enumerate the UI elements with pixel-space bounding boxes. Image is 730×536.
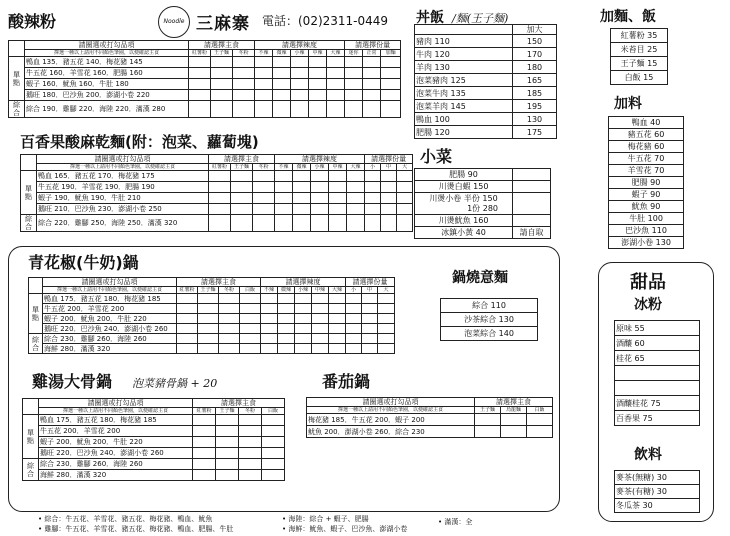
portion-option[interactable]: 小 (346, 287, 362, 294)
donburi-table (414, 24, 557, 139)
portion-option[interactable]: 大 (397, 164, 413, 171)
phone-number: 電話：(02)2311-0449 (262, 14, 389, 28)
spice-option[interactable]: 中辣 (312, 287, 329, 294)
spice-option[interactable]: 小辣 (295, 287, 312, 294)
handwritten-note: /麵(王子麵) (452, 12, 509, 25)
menu-row[interactable]: 肥腸 90 (415, 169, 513, 181)
qingjiao-table (28, 277, 395, 354)
menu-row[interactable]: 鴨血 175．豬五花 180．梅花豬 185 (43, 294, 177, 304)
menu-row[interactable]: 沙茶綜合 130 (441, 313, 538, 327)
spice-option[interactable]: 中辣 (309, 50, 327, 57)
menu-row[interactable]: 原味 55 (615, 321, 700, 336)
menu-row[interactable] (615, 381, 700, 396)
self-serve-note: 請自取 (513, 227, 551, 239)
menu-row[interactable]: 川燙小卷 半份 150 (415, 193, 513, 204)
spice-option[interactable]: 微辣 (293, 164, 311, 171)
shop-name: 三麻寨 (196, 14, 250, 34)
column-large: 加大 (513, 25, 557, 35)
section-title-yisoup: 鍋燒意麵 (452, 270, 508, 286)
spice-option[interactable]: 大辣 (329, 287, 346, 294)
chicken-table (22, 398, 285, 481)
menu-row[interactable]: 牛五花 200．羊雪花 200 (43, 304, 177, 314)
staple-option[interactable]: 王子麵 (216, 408, 239, 415)
portion-option[interactable]: 正常 (363, 50, 381, 57)
spice-header: 請選擇辣度 (261, 278, 346, 287)
menu-row[interactable]: 蝦子 190．魷魚 190．牛肚 210 (37, 193, 209, 204)
staple-header: 請選擇主食 (475, 398, 553, 407)
menu-row[interactable]: 鵝旺 220．巴沙魚 240．澎湖小卷 260 (43, 324, 177, 334)
footer-note: • 海鮮：魷魚、蝦子、巴沙魚、澎湖小卷 (282, 525, 408, 533)
portion-header: 請選擇份量 (346, 278, 395, 287)
option-note: 擇選一種以上請用不同顏色筆圈，以便確認主食 (37, 164, 209, 171)
price-large[interactable]: 195 (513, 100, 557, 113)
menu-row[interactable]: 鴨血 100 (415, 113, 513, 126)
menu-row[interactable]: 牛五花 190．羊雪花 190．肥腸 190 (37, 182, 209, 193)
menu-row[interactable]: 白飯 15 (611, 71, 668, 85)
row-label-combo: 綜合 (23, 459, 39, 481)
staple-option[interactable]: 白飯 (240, 287, 261, 294)
row-label-single: 單點 (9, 57, 25, 101)
footer-yajiao: 雞腳：牛五花、羊雪花、豬五花、梅花豬、鴨血、肥腸、牛肚 (44, 525, 234, 533)
menu-row[interactable]: 鵝旺 220．巴沙魚 240．澎湖小卷 260 (39, 448, 193, 459)
section-title-addons: 加麵、飯 (600, 9, 656, 25)
menu-row[interactable]: 綜合 230．雞腳 260．海陸 260 (43, 334, 177, 344)
spice-option[interactable]: 微辣 (278, 287, 295, 294)
drinks-table (614, 470, 700, 513)
section-title-dessert: 甜品 (630, 272, 666, 293)
menu-row[interactable]: 紅薯粉 35 (611, 29, 668, 43)
staple-option[interactable]: 烏龍麵 (501, 407, 527, 414)
footer-note: • 雞腳：牛五花、羊雪花、豬五花、梅花豬、鴨血、肥腸、牛肚 (38, 525, 234, 533)
menu-row[interactable]: 1份 280 (415, 204, 513, 215)
menu-row[interactable]: 酒釀桂花 75 (615, 396, 700, 411)
menu-row[interactable]: 海鮮 280．滿漢 320 (43, 344, 177, 354)
menu-row[interactable] (615, 366, 700, 381)
section-title-donburi: 丼飯 (416, 10, 444, 26)
portion-option[interactable]: 加麵 (381, 50, 401, 57)
menu-row[interactable]: 梅花豬 185．牛五花 200．蝦子 200 (307, 414, 475, 426)
menu-row[interactable]: 米苔目 25 (611, 43, 668, 57)
portion-option[interactable]: 大 (378, 287, 395, 294)
staple-option[interactable]: 王子麵 (211, 50, 233, 57)
spice-option[interactable]: 小辣 (311, 164, 329, 171)
price-large[interactable]: 150 (513, 35, 557, 48)
staple-option[interactable]: 冬粉 (233, 50, 255, 57)
menu-row[interactable]: 鴨血 40 (609, 117, 684, 129)
menu-row[interactable]: 羊雪花 70 (609, 165, 684, 177)
menu-row[interactable]: 豬肉 110 (415, 35, 513, 48)
price-large[interactable]: 130 (513, 113, 557, 126)
suanla-table (8, 40, 401, 118)
price-large[interactable]: 175 (513, 126, 557, 139)
row-label-single: 單點 (23, 415, 39, 459)
staple-option[interactable]: 王子麵 (475, 407, 501, 414)
spice-header: 請選擇辣度 (275, 155, 365, 164)
yisoup-table (440, 298, 538, 341)
spice-option[interactable]: 不辣 (261, 287, 278, 294)
menu-row[interactable]: 王子麵 15 (611, 57, 668, 71)
menu-row[interactable]: 酒釀 60 (615, 336, 700, 351)
option-note: 擇選一種以上請用不同顏色筆圈，以便確認主食 (25, 50, 189, 57)
menu-row[interactable]: 麥茶(無糖) 30 (615, 471, 700, 485)
passion-table (20, 154, 413, 232)
menu-row[interactable]: 麥茶(有糖) 30 (615, 485, 700, 499)
staple-option[interactable]: 紅薯粉 (209, 164, 231, 171)
menu-row[interactable]: 牛肚 100 (609, 213, 684, 225)
footer-note: • 滿漢：全 (438, 518, 473, 526)
menu-row[interactable]: 鵝旺 210．巴沙魚 230．澎湖小卷 250 (37, 204, 209, 215)
logo-icon (158, 6, 190, 38)
staple-header: 請選擇主食 (177, 278, 261, 287)
price-large[interactable]: 165 (513, 74, 557, 87)
staple-option[interactable]: 紅薯粉 (189, 50, 211, 57)
portion-option[interactable]: 中 (381, 164, 397, 171)
footer-combo: 綜合：牛五花、羊雪花、豬五花、梅花豬、鴨血、魷魚 (44, 515, 213, 523)
staple-option[interactable]: 王子麵 (231, 164, 253, 171)
staple-option[interactable]: 紅薯粉 (193, 408, 216, 415)
staple-option[interactable]: 冬粉 (219, 287, 240, 294)
menu-row[interactable]: 澎湖小卷 130 (609, 237, 684, 249)
option-header: 請圈選或打勾品項 (37, 155, 209, 164)
icecream-table (614, 320, 700, 426)
logo-text: Noodle (163, 18, 185, 25)
row-label-combo: 綜合 (29, 334, 43, 354)
menu-row[interactable]: 冰鎮小黃 40 (415, 227, 513, 239)
row-label-combo: 綜合 (21, 215, 37, 232)
menu-row[interactable]: 川燙白蝦 150 (415, 181, 513, 193)
row-label-single: 單點 (21, 171, 37, 215)
footer-note: • 綜合：牛五花、羊雪花、豬五花、梅花豬、鴨血、魷魚 (38, 515, 213, 523)
price-large[interactable]: 180 (513, 61, 557, 74)
menu-row[interactable]: 蝦子 160．魷魚 160．牛肚 180 (25, 79, 189, 90)
menu-row[interactable]: 泡菜牛肉 135 (415, 87, 513, 100)
staple-header: 請選擇主食 (189, 41, 255, 50)
staple-option[interactable]: 冬粉 (239, 408, 262, 415)
menu-row[interactable]: 海鮮 280．滿漢 320 (39, 470, 193, 481)
price-large[interactable]: 185 (513, 87, 557, 100)
row-label-combo: 綜合 (9, 101, 25, 118)
menu-row[interactable]: 肥腸 120 (415, 126, 513, 139)
handwritten-note: 泡菜豬骨鍋 + 20 (132, 377, 218, 390)
portion-header: 請選擇份量 (345, 41, 401, 50)
staple-option[interactable]: 冬粉 (253, 164, 275, 171)
menu-row[interactable]: 牛肉 120 (415, 48, 513, 61)
staple-option[interactable]: 白飯 (527, 407, 553, 414)
menu-row[interactable]: 牛五花 160．羊雪花 160．肥腸 160 (25, 68, 189, 79)
option-header: 請圈選或打勾品項 (43, 278, 177, 287)
menu-row[interactable]: 肥腸 90 (609, 177, 684, 189)
menu-row[interactable]: 巴沙魚 110 (609, 225, 684, 237)
spice-option[interactable]: 不辣 (255, 50, 273, 57)
menu-row[interactable]: 鴨血 165．豬五花 170．梅花豬 175 (37, 171, 209, 182)
option-note: 擇選一種以上請用不同顏色筆圈，以便確認主食 (307, 407, 475, 414)
menu-row[interactable]: 泡菜豬肉 125 (415, 74, 513, 87)
ingredients-table (608, 116, 684, 249)
footer-note: • 海陸：綜合 + 蝦子、肥腸 (282, 515, 369, 523)
menu-row[interactable]: 鴨血 135．豬五花 140．梅花豬 145 (25, 57, 189, 68)
portion-header: 請選擇份量 (365, 155, 413, 164)
section-title-ingredients: 加料 (614, 96, 642, 112)
menu-row[interactable]: 魷魚 200．澎湖小卷 260．綜合 230 (307, 426, 475, 438)
section-title-qingjiao: 青花椒(牛奶)鍋 (28, 253, 139, 272)
menu-row[interactable]: 綜合 190．雞腳 220．海陸 220．滿漢 280 (25, 101, 189, 118)
section-title-chicken: 雞湯大骨鍋 (32, 372, 113, 391)
option-header: 請圈選或打勾品項 (307, 398, 475, 407)
portion-option[interactable]: 小 (365, 164, 381, 171)
menu-row[interactable]: 綜合 220．雞腳 250．海陸 250．滿漢 320 (37, 215, 209, 232)
menu-row[interactable]: 泡菜羊肉 145 (415, 100, 513, 113)
footer-haixian: 海鮮：魷魚、蝦子、巴沙魚、澎湖小卷 (288, 525, 408, 533)
menu-row[interactable]: 牛五花 200．羊雪花 200 (39, 426, 193, 437)
spice-header: 請選擇辣度 (255, 41, 345, 50)
price-large[interactable]: 170 (513, 48, 557, 61)
staple-option[interactable]: 白飯 (262, 408, 285, 415)
staple-header: 請選擇主食 (193, 399, 285, 408)
option-note: 擇選一種以上請用不同顏色筆圈，以便確認主食 (43, 287, 177, 294)
footer-seafood: 海陸：綜合 + 蝦子、肥腸 (288, 515, 369, 523)
menu-row[interactable]: 泡菜綜合 140 (441, 327, 538, 341)
footer-manhan: 滿漢：全 (444, 518, 473, 526)
section-title-suanla: 酸辣粉 (8, 12, 57, 31)
row-label-single: 單點 (29, 294, 43, 334)
spice-option[interactable]: 微辣 (273, 50, 291, 57)
menu-row[interactable]: 魷魚 90 (609, 201, 684, 213)
staple-header: 請選擇主食 (209, 155, 275, 164)
menu-row[interactable]: 蝦子 200．魷魚 200．牛肚 220 (43, 314, 177, 324)
portion-option[interactable]: 迷你 (345, 50, 363, 57)
menu-row[interactable]: 鴨血 175．豬五花 180．梅花豬 185 (39, 415, 193, 426)
staple-option[interactable]: 紅薯粉 (177, 287, 198, 294)
spice-option[interactable]: 大辣 (327, 50, 345, 57)
option-header: 請圈選或打勾品項 (39, 399, 193, 408)
menu-row[interactable]: 梅花豬 60 (609, 141, 684, 153)
spice-option[interactable]: 不辣 (275, 164, 293, 171)
spice-option[interactable]: 大辣 (347, 164, 365, 171)
section-title-sides: 小菜 (420, 147, 453, 166)
menu-row[interactable]: 川燙魷魚 160 (415, 215, 513, 227)
menu-row[interactable]: 綜合 230．雞腳 260．海陸 260 (39, 459, 193, 470)
menu-row[interactable]: 蝦子 200．魷魚 200．牛肚 220 (39, 437, 193, 448)
option-note: 擇選一種以上請用不同顏色筆圈，以便確認主食 (39, 408, 193, 415)
spice-option[interactable]: 小辣 (291, 50, 309, 57)
menu-row[interactable]: 羊肉 130 (415, 61, 513, 74)
portion-option[interactable]: 中 (362, 287, 378, 294)
section-title-icecream: 冰粉 (634, 297, 662, 313)
tomato-table (306, 397, 553, 438)
addons-table (610, 28, 668, 85)
menu-row[interactable]: 百香果 75 (615, 411, 700, 426)
section-title-drinks: 飲料 (634, 447, 662, 463)
section-title-tomato: 番茄鍋 (322, 372, 371, 391)
menu-row[interactable]: 鵝旺 180．巴沙魚 200．澎湖小卷 220 (25, 90, 189, 101)
spice-option[interactable]: 中辣 (329, 164, 347, 171)
staple-option[interactable]: 王子麵 (198, 287, 219, 294)
menu-row[interactable]: 冬瓜茶 30 (615, 499, 700, 513)
option-header: 請圈選或打勾品項 (25, 41, 189, 50)
sides-table (414, 168, 551, 239)
menu-row[interactable]: 牛五花 70 (609, 153, 684, 165)
menu-row[interactable]: 綜合 110 (441, 299, 538, 313)
menu-row[interactable]: 蝦子 90 (609, 189, 684, 201)
menu-row[interactable]: 豬五花 60 (609, 129, 684, 141)
section-title-passion: 百香果酸麻乾麵(附：泡菜、蘿蔔塊) (20, 133, 259, 151)
menu-row[interactable]: 桂花 65 (615, 351, 700, 366)
